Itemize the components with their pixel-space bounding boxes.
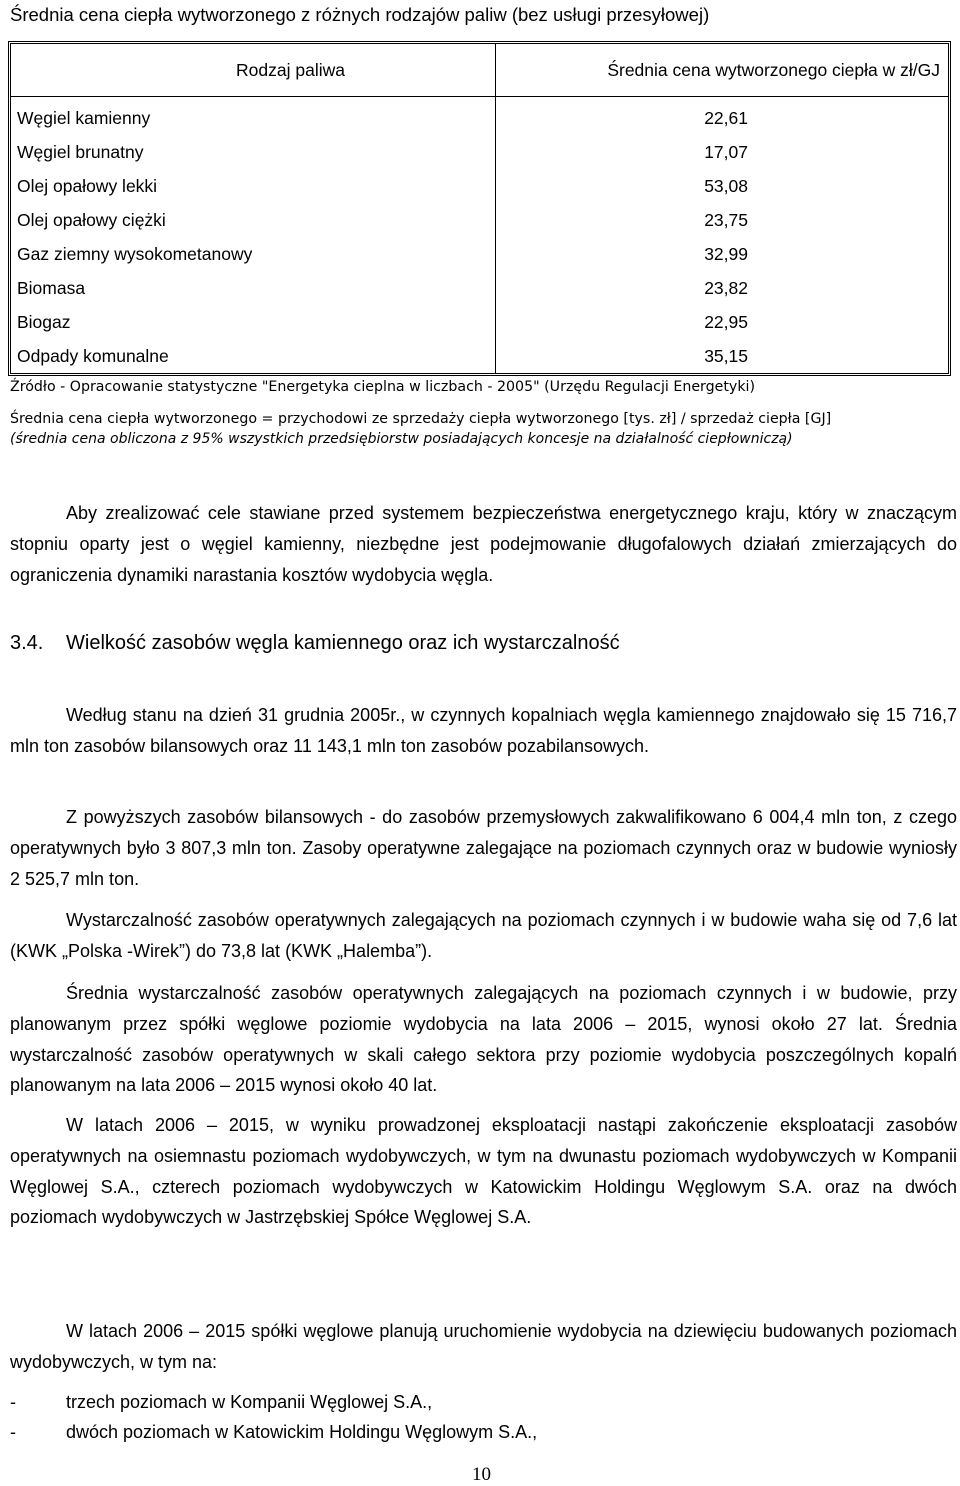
fuel-name: Olej opałowy lekki <box>11 169 496 203</box>
table-row <box>11 203 948 237</box>
fuel-name: Olej opałowy ciężki <box>11 203 496 237</box>
list-item-text: dwóch poziomach w Katowickim Holdingu Węglowym S.A., <box>66 1422 538 1442</box>
fuel-name: Biogaz <box>11 305 496 339</box>
paragraph-text: Wystarczalność zasobów operatywnych zalegających na poziomach czynnych i w budowie waha się od 7,6 lat (KWK „Polska -Wirek”) do 73,8 lat (KWK „Halemba”). <box>10 910 957 961</box>
table-header-row <box>11 44 948 97</box>
fuel-price: 53,08 <box>704 175 748 196</box>
fuel-price: 22,95 <box>704 311 748 332</box>
paragraph-7 <box>10 1316 957 1378</box>
section-heading <box>10 632 620 655</box>
paragraph-2 <box>10 700 957 762</box>
paragraph-text: W latach 2006 – 2015, w wyniku prowadzonej eksploatacji nastąpi zakończenie eksploatacji zasobów operatywnych na osiemnastu poziomach wydobywczych, w tym na dwunastu poziomach wydobywczych w Kompanii Węglowej S.A., czterech poziomach wydobywczych w Katowickim Holdingu Węglowym S.A. oraz na dwóch poziomach wydobywczych w Jastrzębskiej Spółce Węglowej S.A. <box>10 1115 957 1228</box>
list-item <box>10 1422 537 1443</box>
table-row <box>11 237 948 271</box>
fuel-name: Węgiel kamienny <box>11 97 496 135</box>
paragraph-6 <box>10 1110 957 1233</box>
paragraph-text: W latach 2006 – 2015 spółki węglowe planują uruchomienie wydobycia na dziewięciu budowanych poziomach wydobywczych, w tym na: <box>10 1321 957 1372</box>
fuel-price: 17,07 <box>704 141 748 162</box>
list-item <box>10 1392 432 1413</box>
paragraph-3 <box>10 802 957 894</box>
table-row <box>11 169 948 203</box>
fuel-price-table <box>8 41 951 376</box>
fuel-name: Odpady komunalne <box>11 339 496 373</box>
list-item-text: trzech poziomach w Kompanii Węglowej S.A., <box>66 1392 433 1412</box>
fuel-name: Biomasa <box>11 271 496 305</box>
paragraph-5 <box>10 978 957 1101</box>
fuel-price: 22,61 <box>704 107 748 128</box>
list-dash: - <box>10 1392 16 1412</box>
paragraph-text: Z powyższych zasobów bilansowych - do zasobów przemysłowych zakwalifikowano 6 004,4 mln ton, z czego operatywnych było 3 807,3 mln ton. Zasoby operatywne zalegające na poziomach czynnych oraz w budowie wyniosły 2 525,7 mln ton. <box>10 807 957 889</box>
table-row <box>11 305 948 339</box>
header-price: Średnia cena wytworzonego ciepła w zł/GJ <box>496 44 948 97</box>
fuel-price: 32,99 <box>704 243 748 264</box>
fuel-name: Gaz ziemny wysokometanowy <box>11 237 496 271</box>
paragraph-text: Średnia wystarczalność zasobów operatywnych zalegających na poziomach czynnych i w budowie, przy planowanym przez spółki węglowe poziomie wydobycia na lata 2006 – 2015, wynosi około 27 lat. Średnia wystarczalność zasobów operatywnych w skali całego sektora przy poziomie wydobycia poszczególnych kopalń planowanym na lata 2006 – 2015 wynosi około 40 lat. <box>10 983 957 1096</box>
paragraph-text: Aby zrealizować cele stawiane przed systemem bezpieczeństwa energetycznego kraju, który w znaczącym stopniu oparty jest o węgiel kamienny, niezbędne jest podejmowanie długofalowych działań zmierzających do ograniczenia dynamiki narastania kosztów wydobycia węgla. <box>10 503 957 585</box>
fuel-price: 23,82 <box>704 277 748 298</box>
paragraph-text: Według stanu na dzień 31 grudnia 2005r., w czynnych kopalniach węgla kamiennego znajdowało się 15 716,7 mln ton zasobów bilansowych oraz 11 143,1 mln ton zasobów pozabilansowych. <box>10 705 957 756</box>
formula-note: Średnia cena ciepła wytworzonego = przychodowi ze sprzedaży ciepła wytworzonego [tys. zł] / sprzedaż ciepła [GJ] <box>10 411 832 427</box>
table-row <box>11 97 948 135</box>
table-row <box>11 135 948 169</box>
source-note: Źródło - Opracowanie statystyczne "Energetyka cieplna w liczbach - 2005" (Urzędu Regulacji Energetyki) <box>10 379 756 395</box>
fuel-name: Węgiel brunatny <box>11 135 496 169</box>
table-row <box>11 271 948 305</box>
paragraph-1 <box>10 498 957 590</box>
italic-note: (średnia cena obliczona z 95% wszystkich przedsiębiorstw posiadających koncesje na działalność ciepłowniczą) <box>10 431 793 447</box>
paragraph-4 <box>10 905 957 967</box>
fuel-price: 35,15 <box>704 345 748 366</box>
heading-text: Wielkość zasobów węgla kamiennego oraz ich wystarczalność <box>66 632 620 654</box>
heading-number: 3.4. <box>10 632 44 654</box>
page-number: 10 <box>472 1464 491 1485</box>
table-title: Średnia cena ciepła wytworzonego z różnych rodzajów paliw (bez usługi przesyłowej) <box>10 4 710 25</box>
fuel-price: 23,75 <box>704 209 748 230</box>
list-dash: - <box>10 1422 16 1442</box>
table-row <box>11 339 948 373</box>
header-fuel: Rodzaj paliwa <box>11 44 496 97</box>
